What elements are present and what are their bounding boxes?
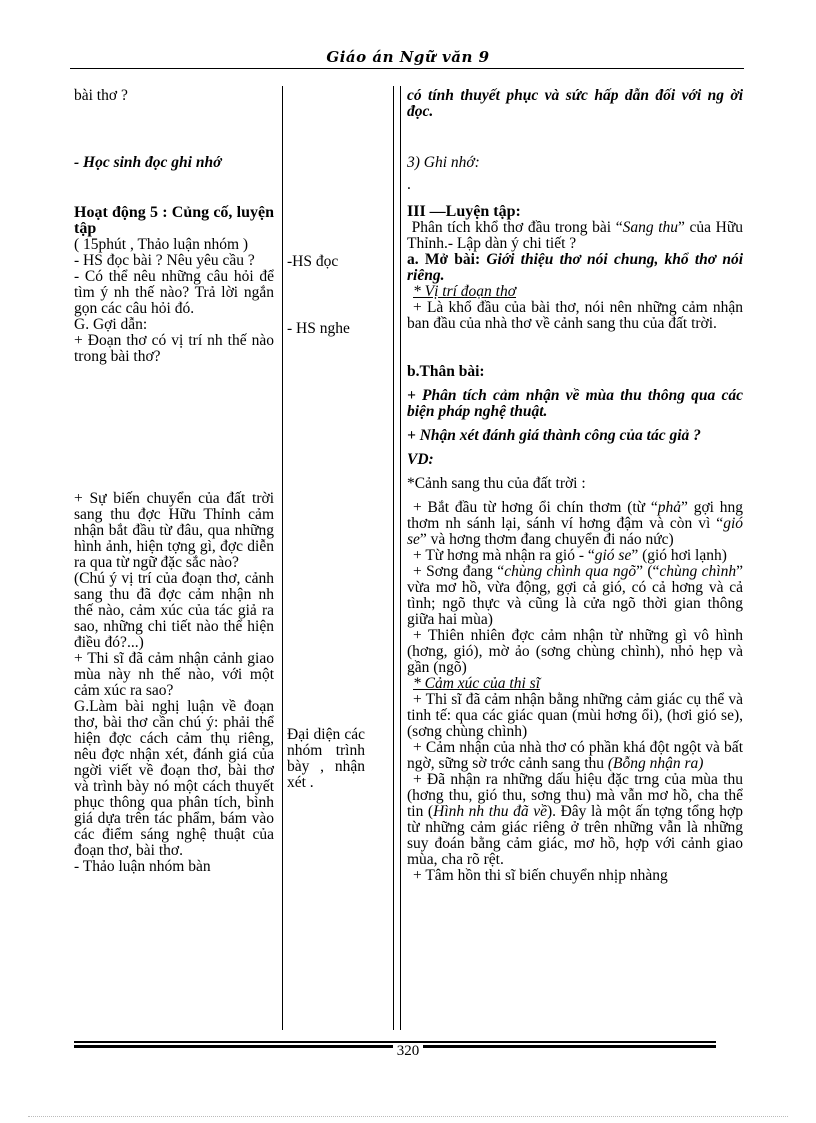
right-line-5	[407, 220, 743, 252]
r20-b: (Bỗng nhận ra)	[607, 755, 704, 772]
right-line-15	[407, 548, 743, 564]
left-line-6: - Có thể nêu những câu hỏi để tìm ý nh thế nào? Trả lời ngắn gọn các câu hỏi đó.	[74, 268, 274, 317]
r16-c: ” (“	[636, 563, 660, 580]
right-line-2: 3) Ghi nhớ:	[407, 154, 480, 171]
left-line-7: G. Gợi dẫn:	[74, 316, 148, 333]
right-line-10: + Phân tích cảm nhận về mùa thu thông qua các biện pháp nghệ thuật.	[407, 387, 743, 420]
middle-line-1: -HS đọc	[287, 253, 339, 270]
teacher-activity-column	[74, 88, 274, 104]
left-line-13: - Thảo luận nhóm bàn	[74, 858, 211, 875]
header-rule	[70, 68, 744, 69]
column-divider-left	[282, 86, 283, 1030]
left-block-guidance	[74, 491, 274, 875]
right-line-6	[407, 252, 743, 284]
r21-c: ). Đây là một ấn tợng tổng hợp từ những cảm giác riêng ở trên những vẫn là những suy đoán bằng cảm giác, mơ hồ, hợp với cảnh giao mùa, cha rõ rệt.	[407, 803, 744, 868]
right-line-22: + Tâm hồn thi sĩ biến chuyển nhịp nhàng	[413, 867, 668, 884]
right-line-18: * Cảm xúc của thi sĩ	[413, 675, 540, 692]
page-header-title: Giáo án Ngữ văn 9	[326, 48, 490, 66]
r16-d: chùng chình	[659, 563, 737, 580]
task-text-c: ” của Hữu Thỉnh.- Lập dàn ý chi tiết ?	[407, 219, 744, 252]
left-line-5: - HS đọc bài ? Nêu yêu cầu ?	[74, 252, 255, 269]
left-line-10: (Chú ý vị trí của đoạn thơ, cảnh sang thu đã đợc cảm nhận nh thế nào, cảm xúc của tác giả ra sao, những chi tiết nào thể hiện điều đó?...)	[74, 570, 274, 651]
page-edge-dots	[28, 1116, 788, 1117]
r14-d: gió se	[407, 515, 743, 548]
r15-c: ” (gió hơi lạnh)	[631, 547, 727, 564]
r16-e: ” vừa mơ hồ, vừa động, gợi cả gió, có cả hơng và cả tình; ngõ thực và cũng là cửa ngõ thời gian thông giữa hai mùa)	[407, 563, 743, 628]
left-line-4: ( 15phút , Thảo luận nhóm )	[74, 236, 249, 253]
column-divider-right	[400, 86, 401, 1030]
student-activity-3	[287, 727, 365, 791]
column-divider-middle	[393, 86, 394, 1030]
student-activity-2	[287, 321, 365, 337]
right-line-11: + Nhận xét đánh giá thành công của tác giả ?	[407, 427, 701, 444]
right-line-1: có tính thuyết phục và sức hấp dẫn đối với ng ời đọc.	[407, 87, 743, 120]
page-number: 320	[393, 1043, 424, 1059]
right-line-19: + Thi sĩ đã cảm nhận bằng những cảm giác cụ thể và tinh tế: qua các giác quan (mùi hơng ổi), (hơi gió se), (sơng chùng chình)	[407, 691, 743, 740]
example-label: VD:	[407, 451, 434, 468]
left-line-2: - Học sinh đọc ghi nhớ	[74, 154, 222, 171]
right-line-8: + Là khổ đầu của bài thơ, nói nên những cảm nhận ban đầu của nhà thơ về cảnh sang thu của đất trời.	[407, 299, 743, 332]
r14-e: ” và hơng thơm đang chuyển đi náo nức)	[419, 531, 674, 548]
body-heading: b.Thân bài:	[407, 363, 485, 380]
left-block-note	[74, 155, 274, 171]
r21-b: Hình nh thu đã về	[433, 803, 547, 820]
right-line-13: *Cảnh sang thu của đất trời :	[407, 475, 586, 492]
r16-b: chùng chình qua ngõ	[504, 563, 637, 580]
right-block-note	[407, 155, 743, 193]
r20-a: + Cảm nhận của nhà thơ có phần khá đột ngột và bất ngờ, sững sờ trớc cảnh sang thu	[407, 739, 743, 772]
middle-line-3: Đại diện các nhóm trình bày , nhận xét .	[287, 726, 365, 791]
r14-c: ” gợi hng thơm nh sánh lại, sánh ví hơng đậm và còn vì “	[407, 499, 743, 532]
right-block-practice	[407, 204, 743, 332]
r15-b: gió se	[594, 547, 632, 564]
left-line-12: G.Làm bài nghị luận về đoạn thơ, bài thơ cần chú ý: phải thể hiện đợc cách cảm thụ riêng, nêu đợc nhận xét, đánh giá của ngời viết về đoạn thơ, bài thơ và trình bày nó một cách thuyết phục thông qua phân tích, bình giá dựa trên tác phẩm, bám vào các điểm sáng nghệ thuật của đoạn thơ, bài thơ.	[74, 698, 274, 859]
left-line-9: + Sự biến chuyển của đất trời sang thu đợc Hữu Thỉnh cảm nhận bắt đầu từ đâu, qua những hình ảnh, hiện tợng gì, đợc diễn ra qua từ ngữ đặc sắc nào?	[74, 490, 274, 571]
left-line-8: + Đoạn thơ có vị trí nh thế nào trong bài thơ?	[74, 332, 274, 365]
right-line-7: * Vị trí đoạn thơ	[413, 283, 516, 300]
page-number-wrap	[0, 1043, 816, 1060]
task-text-a: Phân tích khổ thơ đầu trong bài “	[411, 219, 623, 236]
left-line-11: + Thi sĩ đã cảm nhận cảnh giao mùa này nh thế nào, với một cảm xúc ra sao?	[74, 650, 274, 699]
right-block-body	[407, 364, 743, 884]
right-line-20	[407, 740, 743, 772]
right-line-17: + Thiên nhiên đợc cảm nhận từ những gì vô hình (hơng, gió), mờ ảo (sơng chùng chình), nhỏ hẹp và gần (ngõ)	[407, 627, 743, 676]
student-activity-1	[287, 254, 365, 270]
middle-line-2: - HS nghe	[287, 320, 350, 337]
practice-heading: III —Luyện tập:	[407, 203, 521, 220]
r14-a: + Bắt đầu từ hơng ổi chín thơm (từ “	[413, 499, 658, 516]
r14-b: phả	[657, 499, 682, 516]
intro-heading: a. Mở bài:	[407, 251, 481, 268]
left-line-1: bài thơ ?	[74, 87, 128, 104]
left-block-activity5	[74, 205, 274, 365]
poem-title: Sang thu	[622, 219, 679, 236]
r16-a: + Sơng đang “	[413, 563, 505, 580]
intro-text: Giới thiệu thơ nói chung, khổ thơ nói riêng.	[407, 251, 743, 284]
right-line-14	[407, 500, 743, 548]
right-line-21	[407, 772, 743, 868]
right-line-3: .	[407, 176, 411, 193]
r15-a: + Từ hơng mà nhận ra gió - “	[413, 547, 595, 564]
right-line-16	[407, 564, 743, 628]
content-column	[407, 88, 743, 120]
r21-a: + Đã nhận ra những dấu hiệu đặc trng của mùa thu (hơng thu, gió thu, sơng thu) mà vẫn mơ hồ, cha thể tin (	[407, 771, 743, 820]
activity-heading: Hoạt động 5 : Củng cố, luyện tập	[74, 204, 274, 237]
